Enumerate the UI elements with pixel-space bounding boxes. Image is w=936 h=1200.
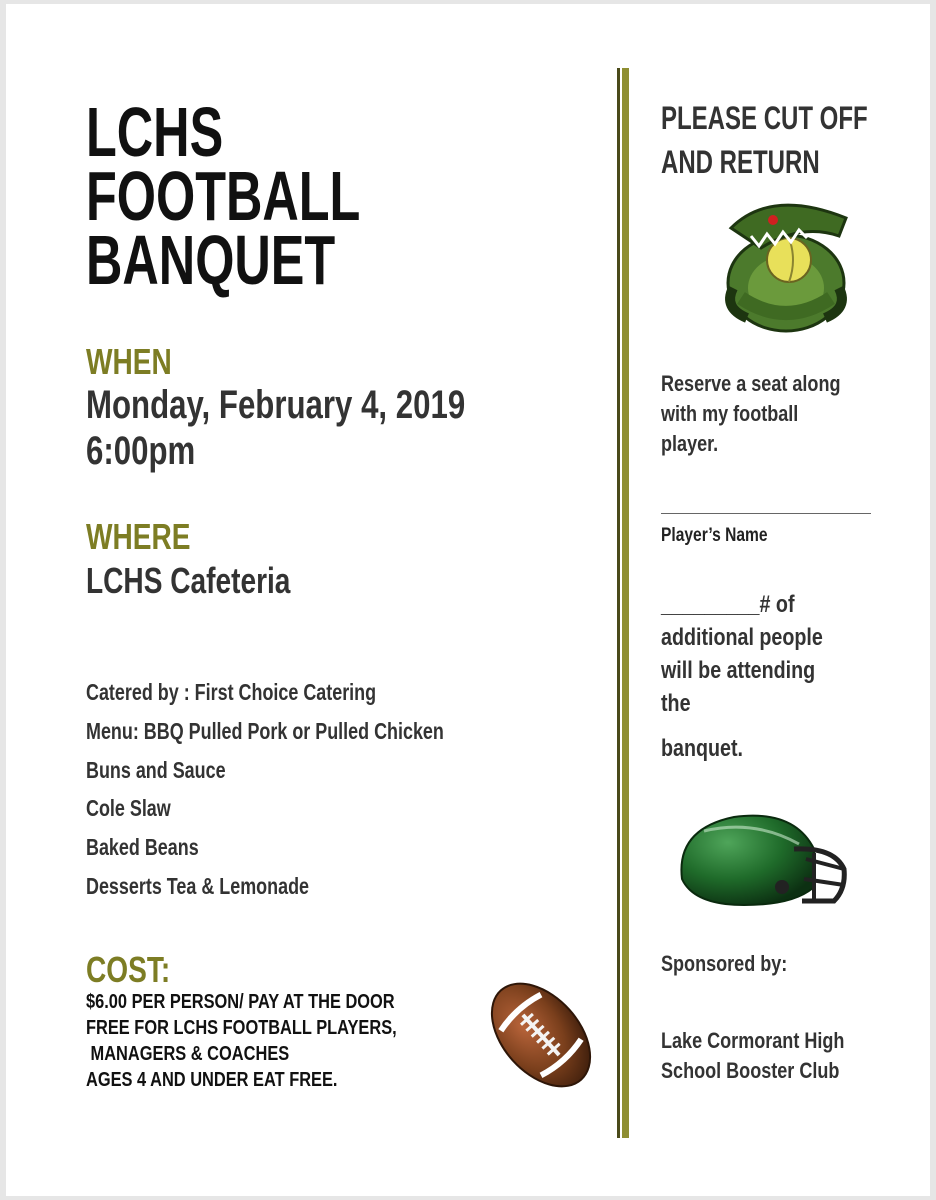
title-line-1: LCHS [86,93,224,171]
people-line-2: additional people [661,624,823,651]
where-label: WHERE [86,516,191,557]
event-location: LCHS Cafeteria [86,560,291,601]
sponsored-label: Sponsored by: [661,951,788,976]
title-line-3: BANQUET [86,221,336,299]
title-line-2: FOOTBALL [86,157,361,235]
additional-people-text [661,588,823,720]
football-icon [484,970,599,1100]
menu-item-3: Cole Slaw [86,795,171,821]
reserve-line-3: player. [661,431,719,456]
banquet-word: banquet. [661,735,743,762]
people-line-4: the [661,690,691,717]
banquet-title [86,93,361,299]
cost-line-1: $6.00 PER PERSON/ PAY AT THE DOOR [86,991,395,1013]
people-line-3: will be attending [661,657,816,684]
sponsor-name [661,1026,844,1086]
when-details [86,382,465,474]
gator-mascot-icon [711,188,861,338]
when-label: WHEN [86,341,172,382]
menu-item-4: Baked Beans [86,834,199,860]
menu-item-2: Buns and Sauce [86,757,226,783]
cost-line-2: FREE FOR LCHS FOOTBALL PLAYERS, [86,1017,397,1039]
people-line-1: _________# of [661,591,795,618]
cutoff-heading-line-2: AND RETURN [661,144,820,180]
reserve-line-1: Reserve a seat along [661,371,841,396]
event-time: 6:00pm [86,429,196,473]
event-date: Monday, February 4, 2019 [86,383,466,427]
sponsor-line-1: Lake Cormorant High [661,1028,845,1053]
cost-line-4: AGES 4 AND UNDER EAT FREE. [86,1069,338,1091]
catered-by: Catered by : First Choice Catering [86,679,377,705]
reserve-text [661,369,841,459]
reserve-line-2: with my football [661,401,799,426]
sponsor-line-2: School Booster Club [661,1058,840,1083]
player-name-blank [661,513,871,514]
cost-label: COST: [86,949,171,990]
menu-item-5: Desserts Tea & Lemonade [86,873,310,899]
football-helmet-icon [674,809,854,914]
cutoff-heading-line-1: PLEASE CUT OFF [661,100,868,136]
cut-line-olive [622,68,629,1138]
cost-line-3: MANAGERS & COACHES [86,1043,290,1065]
players-name-label: Player’s Name [661,525,768,546]
flyer-page [6,4,930,1196]
cut-line-dark [617,68,620,1138]
cutoff-heading [661,96,868,184]
menu-item-1: Menu: BBQ Pulled Pork or Pulled Chicken [86,718,444,744]
